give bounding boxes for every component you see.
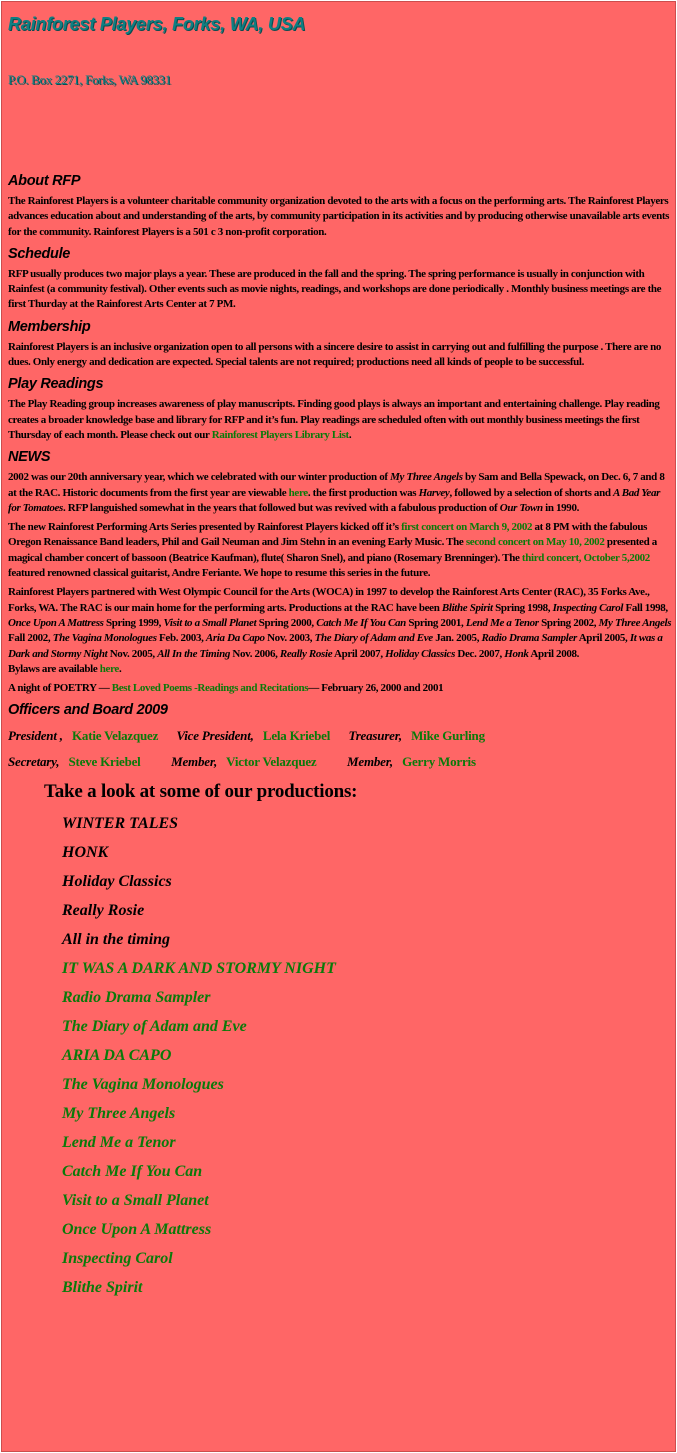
production-link[interactable]: Lend Me a Tenor: [62, 1134, 176, 1152]
officer-name: Victor Velazquez: [226, 754, 317, 770]
production-item: Really Rosie: [62, 902, 145, 920]
productions-section: [8, 779, 672, 1302]
officer-role: Member,: [171, 754, 218, 770]
officers-section: [8, 700, 672, 770]
schedule-text: RFP usually produces two major plays a year. These are produced in the fall and the spring. The spring performance is usually in conjunction with Rainfest (a community festival). Other events such as movie nights, readings, and workshops are done periodically . Monthly business meetings are the first Thurday at the Rainforest Arts Center at 7 PM.: [8, 267, 662, 311]
second-concert-link[interactable]: second concert on May 10, 2002: [465, 536, 605, 549]
officer-role: Vice President,: [176, 728, 254, 744]
historic-documents-link[interactable]: here: [288, 486, 308, 499]
third-concert-link[interactable]: third concert, October 5,2002: [521, 551, 650, 564]
production-link[interactable]: Radio Drama Sampler: [62, 989, 211, 1007]
production-link[interactable]: Catch Me If You Can: [62, 1163, 203, 1181]
production-link[interactable]: My Three Angels: [62, 1105, 176, 1123]
officer-name: Lela Kriebel: [262, 728, 331, 744]
news-poetry-paragraph: A night of POETRY — Best Loved Poems -Readings and Recitations— February 26, 2000 and 2001: [8, 682, 444, 695]
schedule-heading: Schedule: [8, 245, 71, 262]
production-link[interactable]: Inspecting Carol: [62, 1250, 173, 1268]
officers-heading: Officers and Board 2009: [8, 702, 168, 719]
officer-role: President ,: [8, 728, 63, 744]
production-item: All in the timing: [62, 931, 171, 949]
site-title: Rainforest Players, Forks, WA, USA: [8, 14, 306, 34]
officer-role: Secretary,: [8, 754, 60, 770]
schedule-section: [8, 244, 672, 313]
membership-heading: Membership: [8, 318, 91, 335]
poetry-link[interactable]: Best Loved Poems -Readings and Recitations: [111, 682, 309, 695]
play-readings-section: [8, 374, 672, 443]
production-link[interactable]: The Vagina Monologues: [62, 1076, 224, 1094]
officer-name: Steve Kriebel: [68, 754, 141, 770]
mailing-address: P.O. Box 2271, Forks, WA 98331: [8, 72, 171, 87]
play-readings-text: The Play Reading group increases awareness of play manuscripts. Finding good plays is always an important and entertaining challenge. Play reading creates a broader knowledge base and library for RFP and it’s fun. Play readings are scheduled often with out monthly business meetings the first Thursday of each month. Please check out our Rainforest Players Library List.: [8, 398, 660, 441]
membership-text: Rainforest Players is an inclusive organization open to all persons with a sincere desire to assist in carrying out and fulfilling the purpose . There are no dues. Only energy and dedication are expected. Special talents are not required; productions need all kinds of people to be successful.: [8, 340, 662, 369]
production-item: Holiday Classics: [62, 873, 172, 891]
officer-role: Member,: [347, 754, 393, 770]
officer-role: Treasurer,: [348, 728, 402, 744]
production-link[interactable]: ARIA DA CAPO: [62, 1047, 172, 1065]
about-heading: About RFP: [8, 173, 81, 189]
news-section: [8, 447, 672, 696]
officer-name: Mike Gurling: [411, 728, 485, 744]
about-text: The Rainforest Players is a volunteer charitable community organization devoted to the arts with a focus on the performing arts. The Rainforest Players advances education about and understanding of the arts, by community participation in its activities and by producing otherwise unavailable arts events for the community. Rainforest Players is a 501 c 3 non-profit corporation.: [8, 195, 670, 238]
productions-heading: Take a look at some of our productions:: [44, 781, 358, 803]
production-item: WINTER TALES: [62, 815, 179, 833]
officer-name: Katie Velazquez: [72, 728, 159, 744]
productions-list: [62, 809, 672, 1302]
production-link[interactable]: Once Upon A Mattress: [62, 1221, 212, 1239]
bylaws-link[interactable]: here: [99, 662, 119, 675]
news-rac-paragraph: Rainforest Players partnered with West Olympic Council for the Arts (WOCA) in 1997 to develop the Rainforest Arts Center (RAC), 35 Forks Ave., Forks, WA. The RAC is our main home for the performing arts. Productions at the RAC have been Blithe Spirit Spring 1998, Inspecting Carol Fall 1998, Once Upon A Mattress Spring 1999, Visit to a Small Planet Spring 2000, Catch Me If You Can Spring 2001, Lend Me a Tenor Spring 2002, My Three Angels Fall 2002, The Vagina Monologues Feb. 2003, Aria Da Capo Nov. 2003, The Diary of Adam and Eve Jan. 2005, Radio Drama Sampler April 2005, It was a Dark and Stormy Night Nov. 2005, All In the Timing Nov. 2006, Really Rosie April 2007, Holiday Classics Dec. 2007, Honk April 2008.Bylaws are available here.: [8, 586, 672, 675]
about-section: [8, 171, 672, 240]
production-link[interactable]: IT WAS A DARK AND STORMY NIGHT: [62, 960, 336, 978]
news-heading: NEWS: [8, 449, 51, 466]
production-link[interactable]: Blithe Spirit: [62, 1279, 143, 1297]
library-list-link[interactable]: Rainforest Players Library List: [211, 428, 349, 441]
officers-row-1: [8, 727, 672, 744]
page: [1, 1, 676, 1452]
membership-section: [8, 317, 672, 371]
production-link[interactable]: Visit to a Small Planet: [62, 1192, 209, 1210]
main-content: [8, 171, 672, 1302]
first-concert-link[interactable]: first concert on March 9, 2002: [401, 521, 533, 534]
officer-name: Gerry Morris: [402, 754, 476, 770]
news-concert-paragraph: The new Rainforest Performing Arts Series presented by Rainforest Players kicked off it’s first concert on March 9, 2002 at 8 PM with the fabulous Oregon Renaissance Band leaders, Phil and Gail Neuman and Jim Stehn in an evening Early Music. The second concert on May 10, 2002 presented a magical chamber concert of bassoon (Beatrice Kaufman), flute( Sharon Snel), and piano (Rosemary Brenninger). The third concert, October 5,2002 featured renowned classical guitarist, Andre Feriante. We hope to resume this series in the future.: [8, 521, 657, 580]
production-item: HONK: [62, 844, 109, 862]
play-readings-heading: Play Readings: [8, 376, 104, 393]
officers-row-2: [8, 753, 672, 770]
production-link[interactable]: The Diary of Adam and Eve: [62, 1018, 247, 1036]
news-anniversary-paragraph: 2002 was our 20th anniversary year, which we celebrated with our winter production of My Three Angels by Sam and Bella Spewack, on Dec. 6, 7 and 8 at the RAC. Historic documents from the first year are viewable here. the first production was Harvey, followed by a selection of shorts and A Bad Year for Tomatoes. RFP languished somewhat in the years that followed but was revived with a fabulous production of Our Town in 1990.: [8, 471, 665, 514]
